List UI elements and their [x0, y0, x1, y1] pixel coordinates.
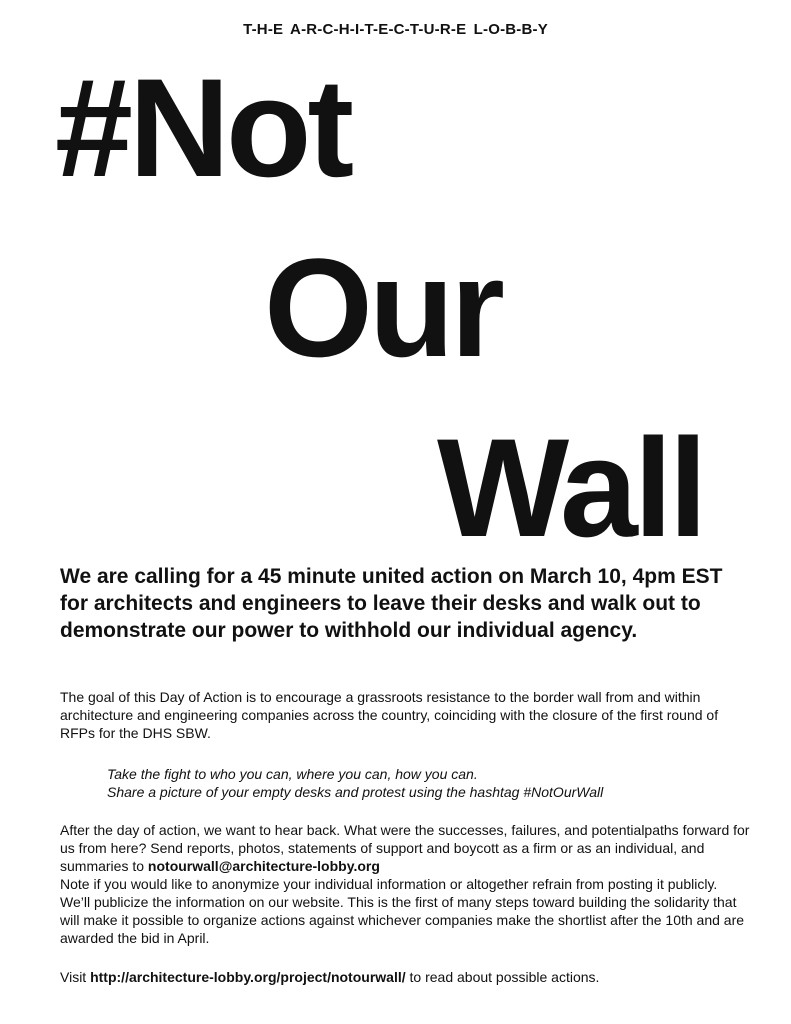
goal-paragraph: The goal of this Day of Action is to encourage a grassroots resistance to the border wall from and within architecture and engineering companies across the country, coinciding with the closure of the first round of RFPs for the DHS SBW. — [60, 689, 719, 741]
headline-wall: Wall — [437, 409, 704, 566]
quote-line-1: Take the fight to who you can, where you can, how you can. — [107, 766, 478, 782]
feedback-text: After the day of action, we want to hear back. What were the successes, failures, and potentialpaths forward for us from here? Send reports, photos, statements of support and boycott as a firm or as an individual, and summaries to — [60, 822, 750, 874]
feedback-paragraph — [60, 821, 750, 947]
lead-statement: We are calling for a 45 minute united action on March 10, 4pm EST for architects and engineers to leave their desks and walk out to demonstrate our power to withhold our individual agency. — [60, 565, 723, 642]
visit-prefix: Visit — [60, 969, 91, 985]
headline-our: Our — [264, 229, 501, 386]
quote-line-2: Share a picture of your empty desks and protest using the hashtag #NotOurWall — [107, 784, 604, 800]
quote-block — [107, 765, 747, 801]
contact-email-link[interactable]: notourwall@architecture-lobby.org — [147, 858, 380, 874]
headline-not: #Not — [55, 49, 351, 206]
org-header: T-H-E A-R-C-H-I-T-E-C-T-U-R-E L-O-B-B-Y — [243, 21, 548, 38]
visit-suffix: to read about possible actions. — [405, 969, 600, 985]
visit-paragraph — [60, 968, 750, 986]
project-url-link[interactable]: http://architecture-lobby.org/project/notourwall/ — [90, 969, 406, 985]
privacy-note: Note if you would like to anonymize your individual information or altogether refrain from posting it publicly. We’ll publicize the information on our website. This is the first of many steps toward building the solidarity that will make it possible to organize actions against whichever companies make the shortlist after the 10th and are awarded the bid in April. — [60, 876, 745, 946]
